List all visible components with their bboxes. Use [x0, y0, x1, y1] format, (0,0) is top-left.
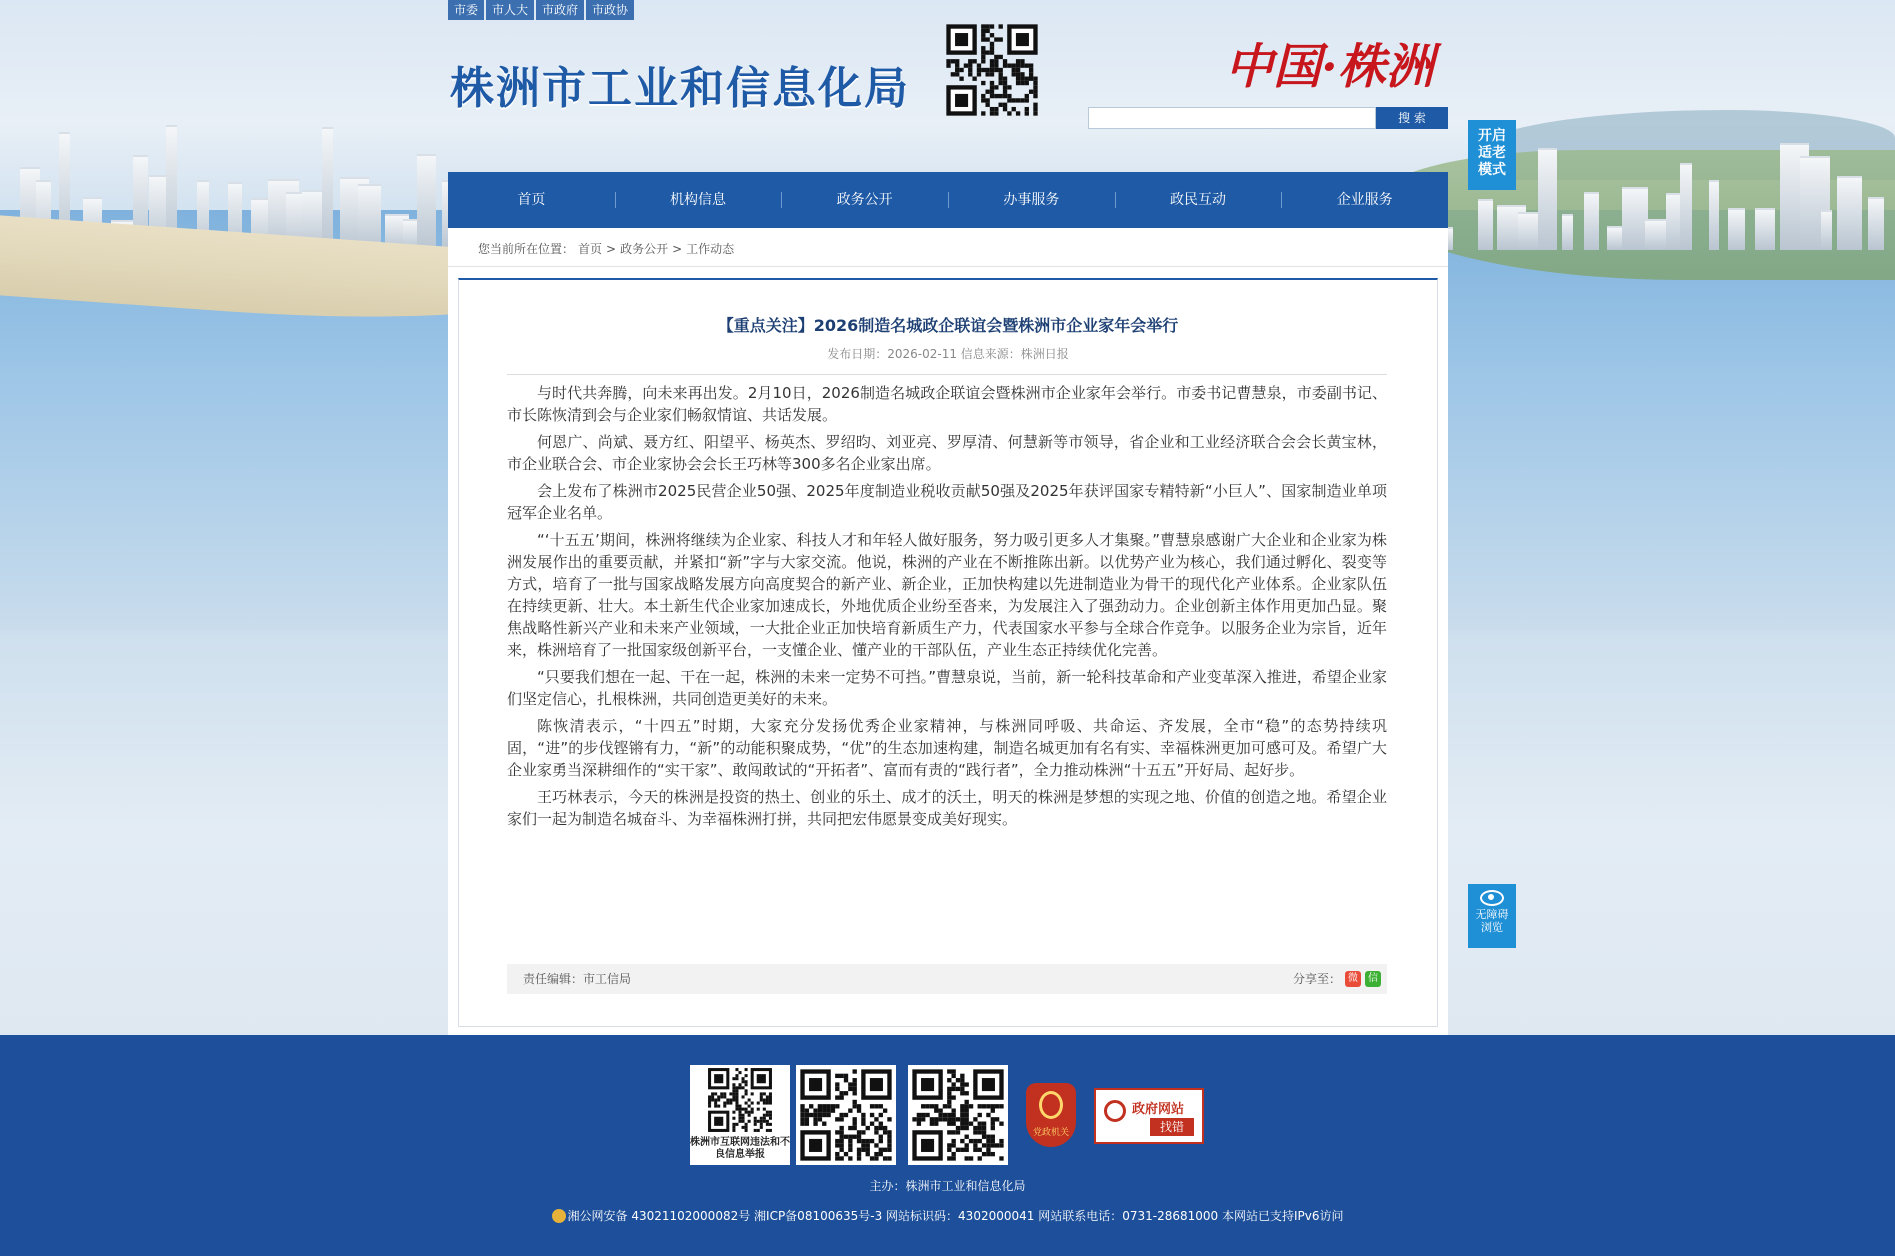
top-link-bar [448, 0, 636, 20]
breadcrumb-separator: > [672, 242, 683, 256]
article-paragraph: 会上发布了株洲市2025民营企业50强、2025年度制造业税收贡献50强及2025年获评国家专精特新“小巨人”、国家制造业单项冠军企业名单。 [507, 482, 1387, 522]
footer [0, 1035, 1895, 1256]
report-qr-code[interactable] [690, 1065, 790, 1165]
article-paragraph: 陈恢清表示，“十四五”时期，大家充分发扬优秀企业家精神，与株洲同呼吸、共命运、齐发展，全市“稳”的态势持续巩固，“进”的步伐铿锵有力，“新”的动能积聚成势，“优”的生态加速构建，制造名城更加有名有实、幸福株洲更加可感可及。希望广大企业家勇当深耕细作的“实干家”、敢闯敢试的“开拓者”、富而有责的“践行者”，全力推动株洲“十五五”开好局、起好步。 [507, 717, 1387, 779]
skyline-building [1837, 176, 1862, 250]
party-gov-badge-label: 党政机关 [1032, 1128, 1069, 1138]
skyline-building [1728, 208, 1745, 250]
elder-mode-label: 开启适老模式 [1478, 128, 1506, 178]
article [458, 278, 1438, 1027]
breadcrumb [478, 240, 738, 257]
wechat-footer-qr-code [908, 1065, 1008, 1165]
skyline-building [1538, 148, 1557, 250]
wechat-share-icon[interactable]: 信 [1365, 971, 1381, 987]
nav-item-enterprise[interactable]: 企业服务 [1281, 172, 1448, 228]
skyline-building [1478, 199, 1493, 250]
nav-item-gov-affairs[interactable]: 政务公开 [781, 172, 948, 228]
wechat-qr-code [940, 20, 1044, 120]
nav-item-organization[interactable]: 机构信息 [615, 172, 782, 228]
skyline-building [1562, 214, 1573, 250]
top-link-peoples-congress[interactable]: 市人大 [486, 0, 534, 20]
skyline-building [1584, 192, 1599, 250]
article-paragraph: “只要我们想在一起、干在一起，株洲的未来一定势不可挡。”曹慧泉说，当前，新一轮科技革命和产业变革深入推进，希望企业家们坚定信心，扎根株洲，共同创造更美好的未来。 [507, 668, 1387, 708]
content-panel [448, 228, 1448, 1035]
footer-record-text[interactable]: 湘公网安备 43021102000082号 湘ICP备08100635号-3 网站标识码：4302000041 网站联系电话：0731-28681000 本网站已支持IPv6访问 [567, 1209, 1344, 1223]
find-error-button[interactable] [1094, 1088, 1204, 1144]
article-meta: 发布日期：2026-02-11 信息来源：株洲日报 [827, 347, 1069, 361]
party-gov-emblem-icon [1039, 1091, 1063, 1119]
police-badge-icon [552, 1209, 566, 1223]
skyline-building [1755, 208, 1775, 250]
article-paragraph: “‘十五五’期间，株洲将继续为企业家、科技人才和年轻人做好服务，努力吸引更多人才集聚。”曹慧泉感谢广大企业和企业家为株洲发展作出的重要贡献，并紧扣“新”字与大家交流。他说，株洲的产业在不断推陈出新。以优势产业为核心，我们通过孵化、裂变等方式，培育了一批与国家战略发展方向高度契合的新产业、新企业，正加快构建以先进制造业为骨干的现代化产业体系。企业家队伍在持续更新、壮大。本土新生代企业家加速成长，外地优质企业纷至沓来，为发展注入了强劲动力。企业创新主体作用更加凸显。聚焦战略性新兴产业和未来产业领域，一大批企业正加快培育新质生产力，代表国家水平参与全球合作竞争。以服务企业为宗旨，近年来，株洲培育了一批国家级创新平台，一支懂企业、懂产业的干部队伍，产业生态正持续优化完善。 [507, 531, 1387, 659]
top-link-government[interactable]: 市政府 [536, 0, 584, 20]
footer-sponsor: 主办：株洲市工业和信息化局 [869, 1179, 1026, 1193]
article-title: 【重点关注】2026制造名城政企联谊会暨株洲市企业家年会举行 [717, 316, 1179, 335]
skyline-building [1709, 180, 1719, 250]
eye-icon [1480, 890, 1504, 906]
divider [507, 374, 1387, 375]
breadcrumb-gov-affairs[interactable]: 政务公开 [620, 242, 669, 256]
divider [448, 266, 1448, 267]
find-error-label: 找错 [1150, 1118, 1194, 1136]
nav-item-services[interactable]: 办事服务 [948, 172, 1115, 228]
search-button[interactable]: 搜 索 [1376, 107, 1448, 129]
article-paragraph: 王巧林表示，今天的株洲是投资的热土、创业的乐土、成才的沃土，明天的株洲是梦想的实现之地、价值的创造之地。希望企业家们一起为制造名城奋斗、为幸福株洲打拼，共同把宏伟愿景变成美好现实。 [507, 788, 1387, 828]
find-error-title: 政府网站 [1132, 1102, 1185, 1117]
share-label: 分享至： [1292, 972, 1341, 986]
site-title: 株洲市工业和信息化局 [450, 63, 910, 114]
article-paragraph: 与时代共奔腾，向未来再出发。2月10日，2026制造名城政企联谊会暨株洲市企业家年会举行。市委书记曹慧泉，市委副书记、市长陈恢清到会与企业家们畅叙情谊、共话发展。 [507, 384, 1387, 424]
skyline-building [1666, 193, 1680, 250]
skyline-building [417, 154, 436, 250]
article-body [507, 382, 1387, 835]
elder-mode-button[interactable] [1468, 120, 1516, 190]
skyline-building [1868, 197, 1884, 250]
nav-item-interaction[interactable]: 政民互动 [1115, 172, 1282, 228]
article-footer [507, 964, 1387, 994]
accessibility-button[interactable] [1468, 884, 1516, 948]
article-editor: 责任编辑：市工信局 [523, 972, 632, 986]
top-link-party-committee[interactable]: 市委 [448, 0, 484, 20]
breadcrumb-prefix: 您当前所在位置： [478, 242, 575, 256]
weibo-share-icon[interactable]: 微 [1345, 971, 1361, 987]
footer-record [0, 1207, 1895, 1224]
breadcrumb-work-news[interactable]: 工作动态 [686, 242, 735, 256]
skyline-building [1821, 210, 1832, 250]
party-gov-badge[interactable] [1026, 1083, 1076, 1147]
top-link-cppcc[interactable]: 市政协 [586, 0, 634, 20]
china-zhuzhou-logo: 中国·株洲 [1225, 39, 1434, 95]
accessibility-label: 无障碍浏览 [1475, 908, 1509, 934]
skyline-building [322, 127, 333, 250]
search-input[interactable] [1088, 107, 1376, 129]
breadcrumb-home[interactable]: 首页 [578, 242, 603, 256]
breadcrumb-separator: > [606, 242, 617, 256]
gov-qr-code [796, 1065, 896, 1165]
magnifier-icon [1104, 1100, 1126, 1122]
article-paragraph: 何恩广、尚斌、聂方红、阳望平、杨英杰、罗绍昀、刘亚亮、罗厚清、何慧新等市领导，省企业和工业经济联合会会长黄宝林，市企业联合会、市企业家协会会长王巧林等300多名企业家出席。 [507, 433, 1387, 473]
skyline-building [1680, 163, 1692, 250]
report-qr-label: 株洲市互联网违法和不良信息举报 [690, 1137, 790, 1160]
nav-item-home[interactable]: 首页 [517, 192, 546, 208]
main-nav [448, 172, 1448, 228]
